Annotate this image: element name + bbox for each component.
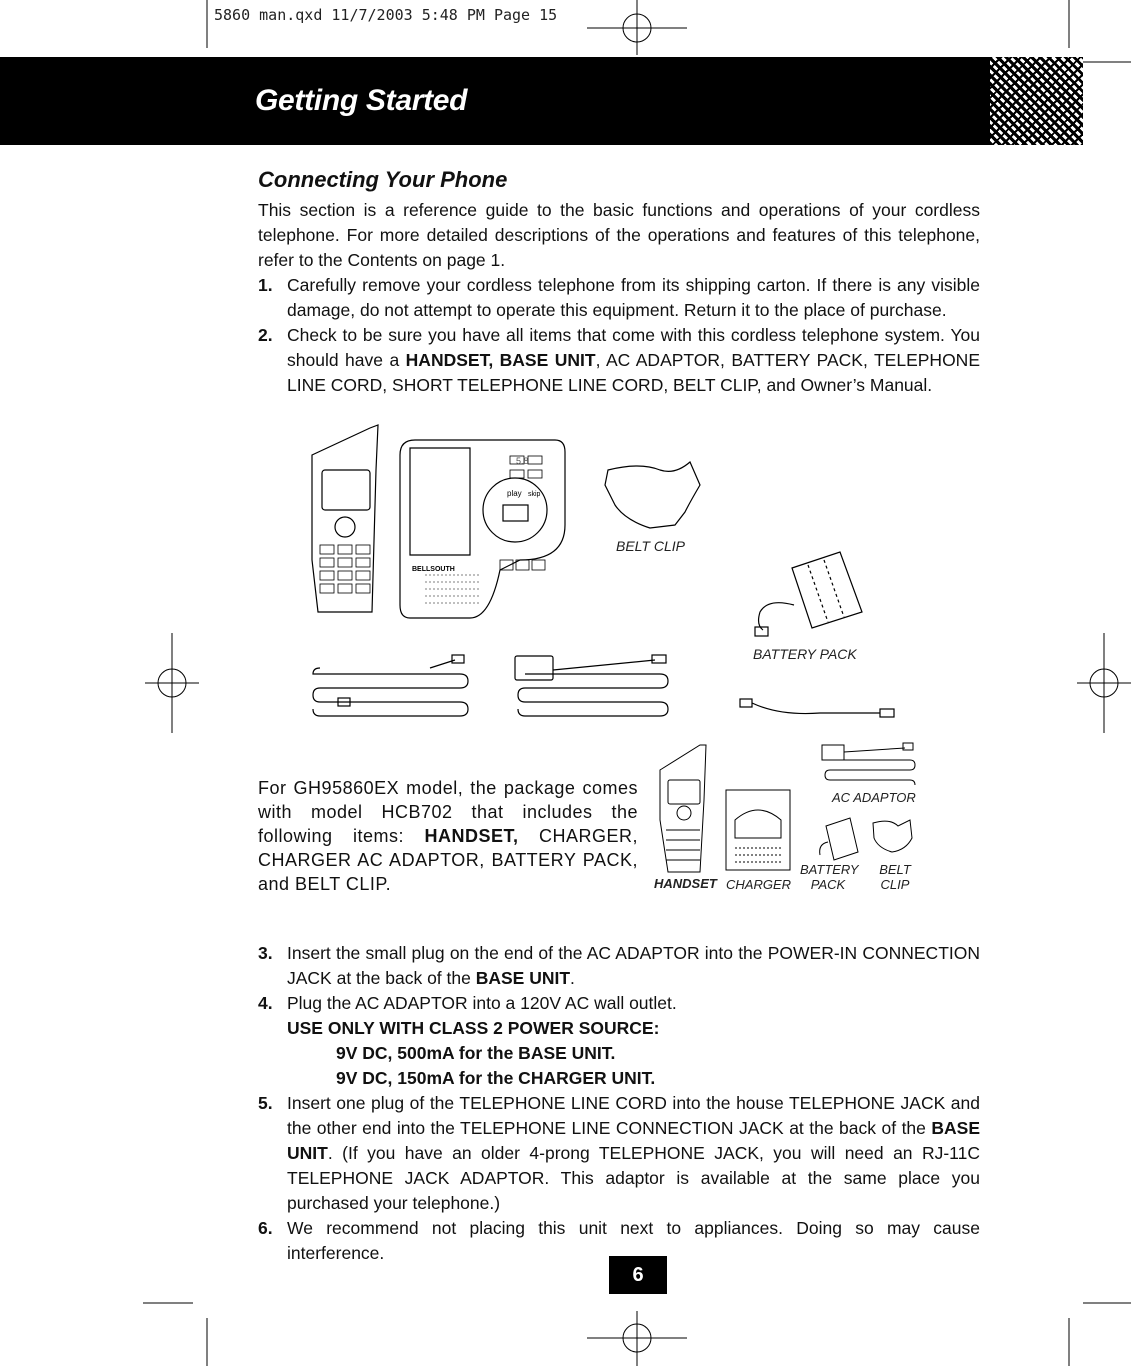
package-paragraph: For GH95860EX model, the package comes with model HCB702 that includes the following items: HANDSET, CHARGER, CHARGER AC ADAPTOR, BATTERY PACK, and BELT CLIP. (258, 778, 638, 894)
power-spec-base: 9V DC, 500mA for the BASE UNIT. (336, 1043, 616, 1063)
page-number: 6 (609, 1256, 667, 1294)
section-title: Connecting Your Phone (258, 167, 508, 192)
brand-label: BELLSOUTH (412, 566, 455, 573)
handset-drawing (312, 425, 378, 612)
step-number: 5. (258, 1093, 273, 1113)
step-5 (258, 1091, 980, 1216)
ac-adaptor-drawing (515, 655, 668, 716)
step-number: 2. (258, 325, 273, 345)
battery-pack-drawing (755, 552, 862, 636)
step-text: Insert one plug of the TELEPHONE LINE CORD into the house TELEPHONE JACK and the other end into the TELEPHONE LINE CONNECTION JACK at the back of the BASE UNIT. (If you have an older 4-prong TELEPHONE JACK, you will need an RJ-11C TELEPHONE JACK ADAPTOR. This adaptor is available at the same place you purchased your telephone.) (287, 1093, 980, 1213)
power-spec-charger: 9V DC, 150mA for the CHARGER UNIT. (336, 1068, 656, 1088)
step-number: 4. (258, 993, 273, 1013)
step-3 (258, 941, 980, 991)
mini-ac-adaptor-drawing (822, 743, 915, 785)
mini-battery-drawing (820, 818, 858, 860)
line-cord-drawing (313, 655, 468, 716)
step-text: Check to be sure you have all items that come with this cordless telephone system. You should have a HANDSET, BASE UNIT, AC ADAPTOR, BATTERY PACK, TELEPHONE LINE CORD, SHORT TELEPHONE LINE CORD, BELT CLIP, and Owner’s Manual. (287, 325, 980, 395)
page-title: Getting Started (255, 84, 468, 117)
play-button-label: play (507, 489, 522, 498)
step-text: We recommend not placing this unit next to appliances. Doing so may cause interference. (287, 1218, 980, 1263)
step-4 (258, 991, 980, 1091)
belt-clip-label: BELT CLIP (616, 538, 685, 554)
mini-handset-drawing (660, 745, 706, 872)
step-text: Insert the small plug on the end of the AC ADAPTOR into the POWER-IN CONNECTION JACK at the back of the BASE UNIT. (287, 943, 980, 988)
step-number: 6. (258, 1218, 273, 1238)
battery-pack-label: BATTERY PACK (753, 646, 857, 662)
charger-label: CHARGER (726, 877, 792, 892)
battery-pack-small-label: BATTERY PACK (800, 862, 859, 892)
belt-clip-drawing (605, 462, 700, 528)
belt-clip-small-label: BELT CLIP (879, 862, 911, 892)
ac-adaptor-label: AC ADAPTOR (832, 790, 916, 805)
power-source-heading: USE ONLY WITH CLASS 2 POWER SOURCE: (287, 1018, 660, 1038)
mini-belt-clip-drawing (873, 820, 912, 852)
skip-button-label: skip (528, 491, 541, 498)
step-text: Plug the AC ADAPTOR into a 120V AC wall outlet. (287, 993, 677, 1013)
step-number: 1. (258, 275, 273, 295)
step-number: 3. (258, 943, 273, 963)
print-slug: 5860 man.qxd 11/7/2003 5:48 PM Page 15 (214, 6, 558, 24)
intro-paragraph: This section is a reference guide to the basic functions and operations of your cordless telephone. For more detailed descriptions of the operations and features of this telephone, refer to the Contents on page 1. (258, 200, 980, 270)
mini-charger-drawing (726, 790, 790, 870)
handset-label: HANDSET (654, 876, 717, 891)
step-text: Carefully remove your cordless telephone from its shipping carton. If there is any visible damage, do not attempt to operate this equipment. Return it to the place of purchase. (287, 275, 980, 320)
base-model-label: 5.8 (516, 456, 529, 466)
base-unit-drawing (400, 440, 565, 618)
short-cord-drawing (740, 699, 894, 717)
